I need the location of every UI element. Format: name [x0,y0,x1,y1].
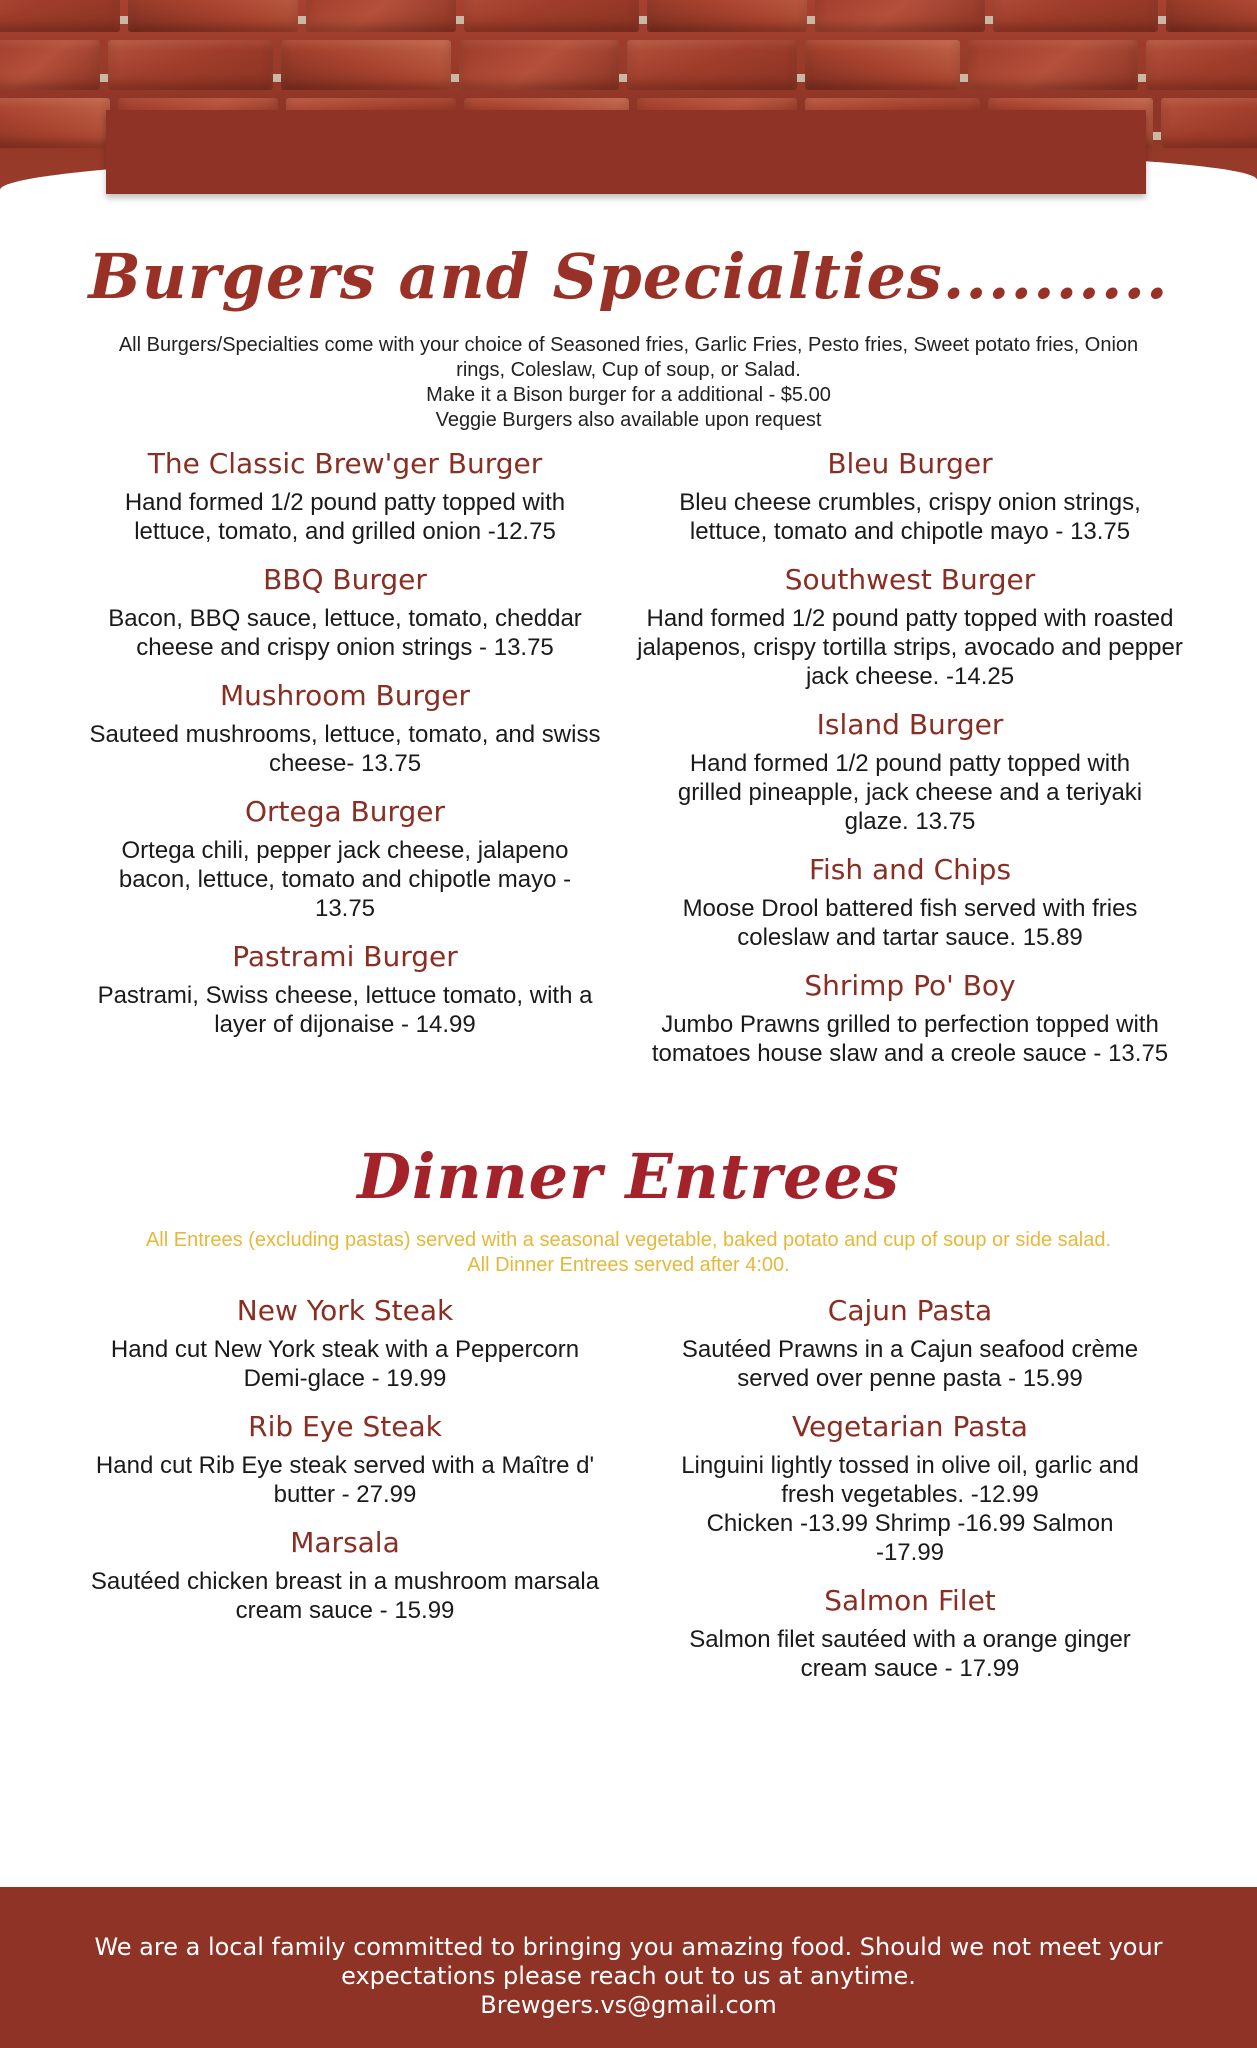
menu-item [55,1293,635,1393]
menu-item [55,562,635,662]
menu-item-name: Vegetarian Pasta [792,1410,1028,1443]
menu-item-description: Hand formed 1/2 pound patty topped with lettuce, tomato, and grilled onion -12.75 [124,489,566,545]
menu-item-name: Marsala [290,1526,400,1559]
dinner-intro-line: All Dinner Entrees served after 4:00. [467,1254,790,1276]
dinner-intro [80,1228,1177,1278]
menu-item-description: Sauteed mushrooms, lettuce, tomato, and swiss cheese- 13.75 [89,721,601,777]
burgers-intro-line: rings, Coleslaw, Cup of soup, or Salad. [456,359,801,381]
menu-item-description: Sautéed Prawns in a Cajun seafood crème served over penne pasta - 15.99 [681,1336,1139,1392]
burgers-intro-line: Veggie Burgers also available upon request [435,409,822,431]
menu-item [55,678,635,778]
footer-banner [0,1887,1257,2048]
menu-item [55,1409,635,1509]
menu-item-description: Hand cut Rib Eye steak served with a Maître d' butter - 27.99 [95,1452,595,1508]
menu-item [620,1583,1200,1683]
menu-item [55,794,635,923]
footer-email: Brewgers.vs@gmail.com [480,1991,777,2019]
menu-item-name: Fish and Chips [808,853,1012,886]
menu-item [620,1409,1200,1567]
footer-line: expectations please reach out to us at anytime. [341,1962,916,1990]
menu-item [55,939,635,1039]
dinner-intro-line: All Entrees (excluding pastas) served with a seasonal vegetable, baked potato and cup of soup or side salad. [145,1229,1112,1251]
menu-item-description: Bleu cheese crumbles, crispy onion strings, lettuce, tomato and chipotle mayo - 13.75 [679,489,1141,545]
menu-item-description: Salmon filet sautéed with a orange ginger cream sauce - 17.99 [689,1626,1131,1682]
burgers-right-column [620,446,1200,1068]
menu-item-name: Cajun Pasta [827,1294,993,1327]
menu-item [620,446,1200,546]
menu-item-description: Linguini lightly tossed in olive oil, garlic and fresh vegetables. -12.99 [681,1452,1139,1508]
menu-item-name: Ortega Burger [244,795,446,828]
brick-row [0,0,1257,32]
brick-row [0,40,1257,90]
footer-text [80,1933,1177,2020]
dinner-section-title: Dinner Entrees [357,1140,900,1213]
dinner-right-column [620,1293,1200,1683]
burgers-intro-line: Make it a Bison burger for a additional - $5.00 [426,384,831,406]
menu-item-description: Ortega chili, pepper jack cheese, jalapeno bacon, lettuce, tomato and chipotle mayo - 13.75 [118,837,572,922]
menu-item-name: BBQ Burger [263,563,427,596]
menu-item-description: Moose Drool battered fish served with fries coleslaw and tartar sauce. 15.89 [682,895,1138,951]
menu-item-description: Jumbo Prawns grilled to perfection topped with tomatoes house slaw and a creole sauce - 13.75 [651,1011,1169,1067]
menu-item-description: Bacon, BBQ sauce, lettuce, tomato, cheddar cheese and crispy onion strings - 13.75 [108,605,582,661]
dinner-left-column [55,1293,635,1625]
menu-item-description: Sautéed chicken breast in a mushroom marsala cream sauce - 15.99 [90,1568,600,1624]
header-banner [106,110,1146,194]
menu-item [620,562,1200,691]
menu-item [620,852,1200,952]
menu-item-name: The Classic Brew'ger Burger [147,447,543,480]
menu-item-name: Rib Eye Steak [248,1410,442,1443]
menu-item [55,1525,635,1625]
menu-item-name: Salmon Filet [824,1584,996,1617]
burgers-intro-line: All Burgers/Specialties come with your choice of Seasoned fries, Garlic Fries, Pesto fries, Sweet potato fries, Onion [118,334,1139,356]
menu-item-name: Island Burger [816,708,1004,741]
menu-item-name: Shrimp Po' Boy [804,969,1016,1002]
menu-item-name: Mushroom Burger [219,679,471,712]
menu-item [55,446,635,546]
menu-item-name: Pastrami Burger [232,940,458,973]
burgers-intro [80,333,1177,433]
menu-item-description: Pastrami, Swiss cheese, lettuce tomato, with a layer of dijonaise - 14.99 [97,982,593,1038]
menu-item-name: New York Steak [236,1294,454,1327]
menu-item-name: Bleu Burger [827,447,993,480]
menu-item-name: Southwest Burger [784,563,1036,596]
menu-item [620,1293,1200,1393]
burgers-left-column [55,446,635,1039]
menu-item-add-ons: Chicken -13.99 Shrimp -16.99 Salmon -17.99 [706,1510,1114,1566]
menu-item [620,968,1200,1068]
menu-item-description: Hand formed 1/2 pound patty topped with grilled pineapple, jack cheese and a teriyaki glaze. 13.75 [677,750,1143,835]
menu-item [620,707,1200,836]
menu-item-description: Hand cut New York steak with a Peppercorn Demi-glace - 19.99 [110,1336,580,1392]
menu-item-description: Hand formed 1/2 pound patty topped with roasted jalapenos, crispy tortilla strips, avocado and pepper jack cheese. -14.25 [637,605,1183,690]
footer-line: We are a local family committed to bringing you amazing food. Should we not meet your [94,1933,1163,1961]
burgers-section-title: Burgers and Specialties.......... [88,240,1169,313]
